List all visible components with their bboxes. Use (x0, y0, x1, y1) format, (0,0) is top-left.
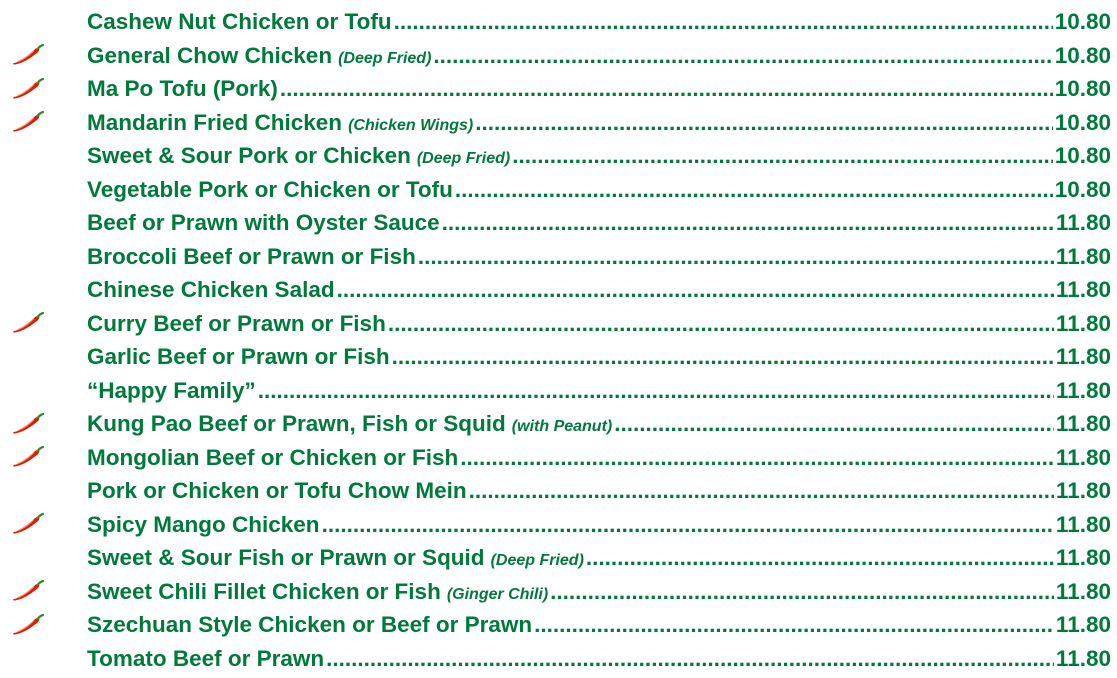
menu-item-line (87, 608, 1111, 642)
chili-pepper-icon (10, 43, 46, 67)
menu-item (0, 508, 1117, 542)
dot-leader (258, 374, 1054, 408)
menu-item-line (87, 407, 1111, 441)
menu-item-line (87, 541, 1111, 575)
menu-item-name: Garlic Beef or Prawn or Fish (87, 344, 390, 369)
menu-item-note: (Chicken Wings) (348, 116, 474, 134)
menu-item-name: Vegetable Pork or Chicken or Tofu (87, 176, 453, 202)
dot-leader (280, 72, 1053, 106)
chili-pepper-icon (10, 412, 46, 436)
menu-item (0, 541, 1117, 575)
menu-item-price: 10.80 (1054, 76, 1111, 101)
menu-item-price: 11.80 (1055, 210, 1111, 235)
dot-leader (534, 608, 1054, 642)
menu-item-line (87, 206, 1111, 240)
menu-item-line (87, 642, 1111, 676)
dot-leader (475, 106, 1052, 140)
menu-item (0, 307, 1117, 341)
menu-item-name: General Chow Chicken (87, 42, 333, 68)
menu-item (0, 39, 1117, 73)
menu-item (0, 72, 1117, 106)
menu-item-line (87, 374, 1111, 408)
menu-item-name: Tomato Beef or Prawn (87, 645, 325, 671)
menu-item-name: Ma Po Tofu (Pork) (87, 76, 278, 101)
chili-pepper-icon (10, 110, 46, 134)
menu-item-name: Kung Pao Beef or Prawn, Fish or Squid (87, 411, 506, 436)
menu-item-price: 10.80 (1054, 42, 1111, 68)
menu-item (0, 206, 1117, 240)
menu-item-price: 10.80 (1054, 9, 1111, 34)
menu-item-name: Mongolian Beef or Chicken or Fish (87, 444, 459, 470)
menu-item-name: Szechuan Style Chicken or Beef or Prawn (87, 612, 533, 637)
menu-item (0, 240, 1117, 274)
menu-item-line (87, 340, 1111, 374)
menu-item-line (87, 273, 1111, 307)
menu-item (0, 642, 1117, 676)
menu-item-line (87, 39, 1111, 73)
menu-item-price: 10.80 (1054, 109, 1111, 135)
menu-item-line (87, 72, 1111, 106)
menu-item-name: Spicy Mango Chicken (87, 511, 320, 537)
menu-item-name: “Happy Family” (87, 377, 256, 403)
dot-leader (322, 508, 1054, 542)
menu-item-price: 11.80 (1055, 645, 1111, 671)
dot-leader (512, 139, 1053, 173)
dot-leader (337, 273, 1054, 307)
menu-item-price: 11.80 (1055, 612, 1111, 637)
menu-item-name: Sweet & Sour Pork or Chicken (87, 143, 411, 168)
menu-item (0, 608, 1117, 642)
menu-item-price: 11.80 (1055, 578, 1111, 604)
menu-item (0, 474, 1117, 508)
menu-item-price: 11.80 (1055, 243, 1111, 269)
menu-item-note: (Ginger Chili) (446, 585, 549, 603)
menu-item-price: 11.80 (1055, 411, 1111, 436)
menu-item-name: Sweet & Sour Fish or Prawn or Squid (87, 545, 485, 570)
menu-item-line (87, 474, 1111, 508)
menu-item-note: (Deep Fried) (338, 49, 432, 67)
menu-item-line (87, 173, 1111, 207)
menu-list (0, 5, 1117, 675)
menu-item-line (87, 441, 1111, 475)
menu-item-price: 11.80 (1055, 377, 1111, 403)
dot-leader (442, 206, 1054, 240)
menu-item (0, 575, 1117, 609)
menu-item-line (87, 575, 1111, 609)
dot-leader (469, 474, 1054, 508)
menu-item-price: 11.80 (1055, 444, 1111, 470)
menu-item-name: Broccoli Beef or Prawn or Fish (87, 243, 416, 269)
menu-item-price: 11.80 (1055, 277, 1111, 302)
menu-item-price: 11.80 (1055, 344, 1111, 369)
chili-pepper-icon (10, 445, 46, 469)
menu-item-note: (Deep Fried) (416, 150, 511, 167)
menu-item (0, 173, 1117, 207)
chili-pepper-icon (10, 579, 46, 603)
menu-item-name: Cashew Nut Chicken or Tofu (87, 9, 392, 34)
menu-item-name: Mandarin Fried Chicken (87, 109, 343, 135)
menu-item (0, 139, 1117, 173)
dot-leader (455, 173, 1053, 207)
menu-item (0, 106, 1117, 140)
menu-item-line (87, 5, 1111, 39)
menu-item-note: (Deep Fried) (490, 552, 584, 569)
menu-item-name: Chinese Chicken Salad (87, 277, 335, 302)
menu-item-line (87, 139, 1111, 173)
menu-item (0, 374, 1117, 408)
dot-leader (392, 340, 1054, 374)
menu-item-line (87, 240, 1111, 274)
menu-item (0, 441, 1117, 475)
menu-item-price: 11.80 (1055, 310, 1111, 336)
dot-leader (388, 307, 1054, 341)
menu-item (0, 340, 1117, 374)
chili-pepper-icon (10, 311, 46, 335)
menu-item (0, 407, 1117, 441)
menu-item-name: Pork or Chicken or Tofu Chow Mein (87, 478, 467, 503)
chili-pepper-icon (10, 613, 46, 637)
dot-leader (433, 39, 1052, 73)
chili-pepper-icon (10, 77, 46, 101)
menu-item-price: 10.80 (1054, 143, 1111, 168)
menu-item (0, 5, 1117, 39)
dot-leader (550, 575, 1054, 609)
menu-item-name: Sweet Chili Fillet Chicken or Fish (87, 578, 441, 604)
dot-leader (586, 541, 1054, 575)
menu-item-line (87, 106, 1111, 140)
menu-item-name: Beef or Prawn with Oyster Sauce (87, 210, 440, 235)
menu-item-price: 10.80 (1054, 176, 1111, 202)
menu-item-price: 11.80 (1055, 511, 1111, 537)
menu-item-price: 11.80 (1055, 478, 1111, 503)
menu-item-note: (with Peanut) (511, 418, 613, 435)
menu-item-line (87, 508, 1111, 542)
menu-item-line (87, 307, 1111, 341)
menu-item-price: 11.80 (1055, 545, 1111, 570)
dot-leader (394, 5, 1053, 39)
dot-leader (418, 240, 1054, 274)
chili-pepper-icon (10, 512, 46, 536)
dot-leader (460, 441, 1054, 475)
dot-leader (326, 642, 1054, 676)
menu-item (0, 273, 1117, 307)
menu-item-name: Curry Beef or Prawn or Fish (87, 310, 386, 336)
dot-leader (614, 407, 1054, 441)
